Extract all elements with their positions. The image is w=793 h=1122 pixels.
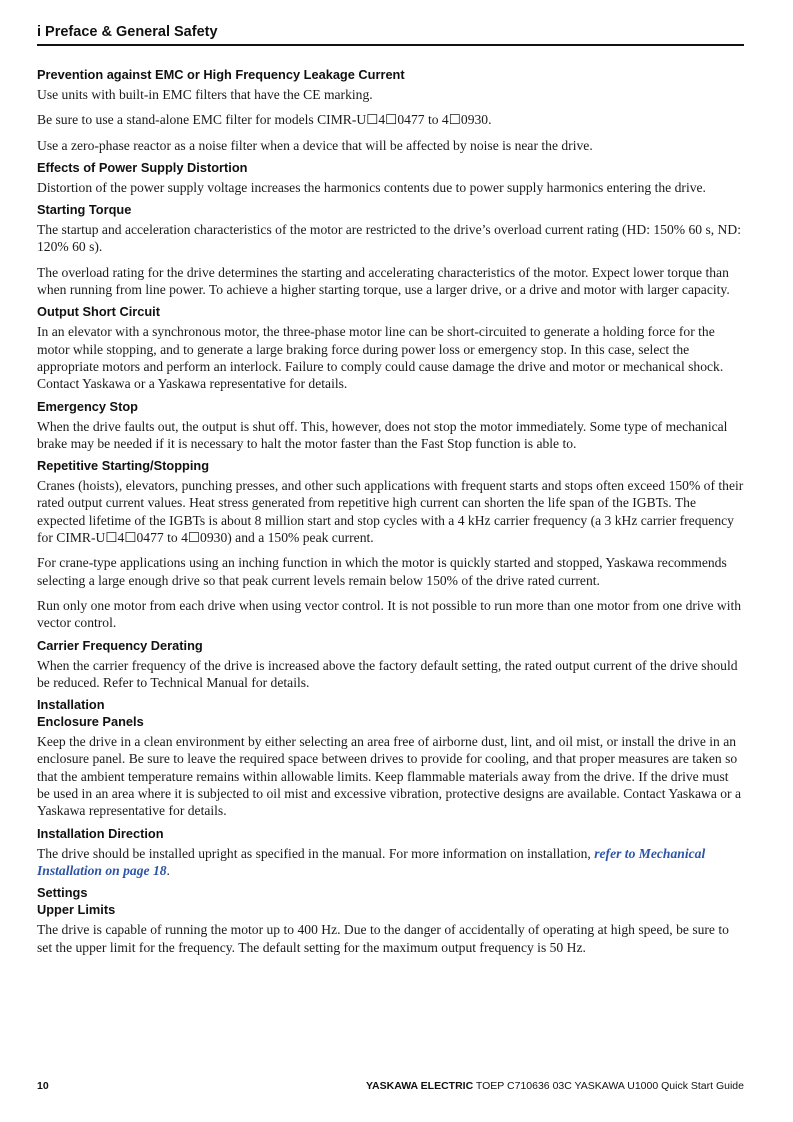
section-repetitive-starting (37, 457, 744, 631)
section-emergency-stop (37, 398, 744, 453)
paragraph: Use a zero-phase reactor as a noise filter when a device that will be affected by noise is near the drive. (37, 137, 593, 153)
paragraph: Run only one motor from each drive when using vector control. It is not possible to run more than one motor from one drive with vector control. (37, 597, 742, 631)
paragraph: When the carrier frequency of the drive is increased above the factory default setting, the rated output current of the drive should be reduced. Refer to Technical Manual for details. (37, 657, 738, 690)
page-header (37, 22, 744, 46)
section-heading: Settings (37, 885, 88, 901)
paragraph: The drive is capable of running the motor up to 400 Hz. Due to the danger of accidentally of operating at high speed, be sure to set the upper limit for the frequency. The default setting for the maximum output frequency is 50 Hz. (37, 922, 729, 955)
section-carrier-frequency (37, 637, 744, 692)
paragraph: The overload rating for the drive determines the starting and accelerating characteristics of the motor. Expect lower torque than when running from line power. To achieve a higher starting torque, use a larger drive, or a drive and motor with larger capacity. (37, 264, 730, 298)
section-emc (37, 66, 744, 154)
section-heading: Repetitive Starting/Stopping (37, 458, 210, 474)
paragraph: Cranes (hoists), elevators, punching presses, and other such applications with frequent starts and stops often exceed 150% of their rated output current values. Heat stress generated from repetitive high current can shorten the life span of the IGBTs. The expected lifetime of the IGBTs is about 8 million start and stop cycles with a 4 kHz carrier frequency (a 3 kHz carrier frequency for CIMR-U☐4☐0477 to 4☐0930) and a 150% peak current. (37, 478, 744, 546)
paragraph: In an elevator with a synchronous motor, the three-phase motor line can be short-circuited to generate a holding force for the motor while stopping, and to generate a large braking force during power loss or emergency stop. In this case, select the appropriate motors and perform an interlock. Failure to comply could cause damage the drive and motor or mechanical shock. Contact Yaskawa or a Yaskawa representative for details. (37, 324, 724, 392)
footer-doc-info (366, 1080, 744, 1092)
section-heading: Starting Torque (37, 202, 132, 218)
paragraph-end: . (166, 862, 170, 878)
section-heading: Output Short Circuit (37, 304, 160, 320)
section-output-short-circuit (37, 303, 744, 392)
paragraph: The startup and acceleration characteristics of the motor are restricted to the drive’s overload current rating (HD: 150% 60 s, ND: 120% 60 s). (37, 222, 741, 255)
section-heading: Emergency Stop (37, 398, 138, 414)
paragraph: Use units with built-in EMC filters that have the CE marking. (37, 87, 373, 102)
paragraph: When the drive faults out, the output is shut off. This, however, does not stop the motor immediately. Some type of mechanical brake may be needed if it is necessary to halt the motor faster than the Fast Stop function is able to. (37, 418, 728, 451)
section-starting-torque (37, 201, 744, 298)
section-heading: Installation Direction (37, 825, 164, 841)
section-installation-direction (37, 825, 744, 880)
page-title: i Preface & General Safety (37, 24, 218, 40)
section-heading: Carrier Frequency Derating (37, 637, 203, 653)
page-number: 10 (37, 1080, 49, 1092)
paragraph: Be sure to use a stand-alone EMC filter for models CIMR-U☐4☐0477 to 4☐0930. (37, 112, 492, 128)
footer-doc-title: TOEP C710636 03C YASKAWA U1000 Quick Start Guide (473, 1080, 744, 1092)
paragraph-text: The drive should be installed upright as specified in the manual. For more information on installation, (37, 845, 595, 861)
section-heading: Installation (37, 697, 105, 713)
paragraph: Distortion of the power supply voltage increases the harmonics contents due to power supply harmonics entering the drive. (37, 179, 706, 195)
footer-brand: YASKAWA ELECTRIC (366, 1080, 474, 1092)
section-settings (37, 884, 744, 956)
subsection-heading: Enclosure Panels (37, 714, 144, 730)
page-content (37, 66, 744, 964)
section-installation (37, 696, 744, 819)
mechanical-installation-link[interactable]: refer to Mechanical Installation on page 18 (37, 845, 706, 878)
section-heading: Effects of Power Supply Distortion (37, 159, 248, 175)
paragraph (37, 845, 744, 880)
page-footer (37, 1080, 744, 1092)
paragraph: Keep the drive in a clean environment by either selecting an area free of airborne dust, lint, and oil mist, or install the drive in an enclosure panel. Be sure to leave the required space between drives to provide for cooling, and that proper measures are taken so that the ambient temperature remains within allowable limits. Keep flammable materials away from the drive. If the drive must be used in an area where it is subjected to oil mist and excessive vibration, protective designs are available. Contact Yaskawa or a Yaskawa representative for details. (37, 734, 742, 819)
subsection-heading: Upper Limits (37, 902, 116, 918)
section-heading: Prevention against EMC or High Frequency Leakage Current (37, 67, 405, 82)
section-power-supply-distortion (37, 159, 744, 196)
paragraph: For crane-type applications using an inching function in which the motor is quickly started and stopped, Yaskawa recommends selecting a large enough drive so that peak current levels remain below 150% of the drive rated current. (37, 555, 727, 588)
